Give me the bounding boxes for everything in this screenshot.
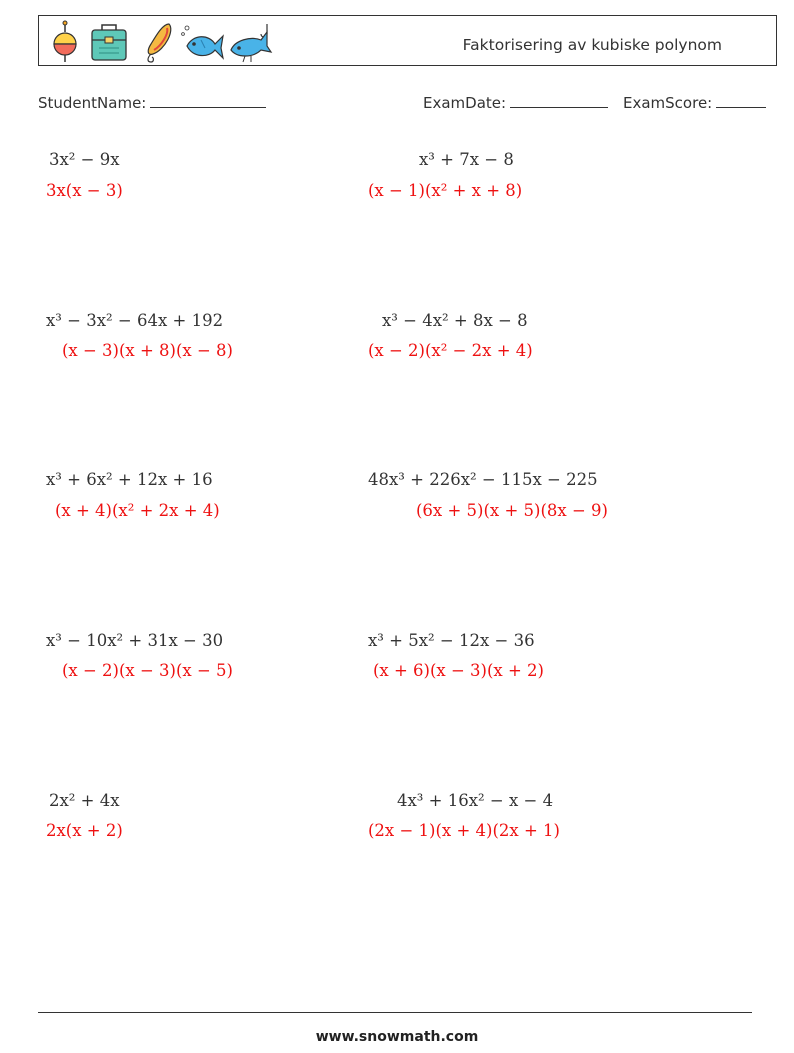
problem-question: x³ + 7x − 8 (419, 150, 514, 169)
problem-answer: 2x(x + 2) (46, 821, 123, 840)
problem-answer: (x + 6)(x − 3)(x + 2) (373, 661, 544, 680)
footer-divider (38, 1012, 752, 1013)
fishing-float-icon (51, 20, 79, 64)
problem-answer: (x − 1)(x² + x + 8) (368, 181, 523, 200)
header-icons (47, 20, 277, 64)
exam-score-field (623, 93, 766, 112)
footer-website[interactable]: www.snowmath.com (315, 1029, 479, 1045)
problem-answer: (x − 2)(x² − 2x + 4) (368, 341, 533, 360)
problem-answer: (2x − 1)(x + 4)(2x + 1) (368, 821, 560, 840)
student-name-line (150, 93, 266, 108)
problem-question: 3x² − 9x (49, 150, 120, 169)
exam-date-line (510, 93, 608, 108)
exam-score-label: ExamScore: (623, 94, 713, 112)
fish-hooked-icon (227, 20, 273, 64)
student-name-field (38, 93, 266, 112)
problem-question: x³ − 3x² − 64x + 192 (46, 311, 224, 330)
problem-question: 48x³ + 226x² − 115x − 225 (368, 470, 598, 489)
exam-date-label: ExamDate: (423, 94, 507, 112)
problem-answer: (x − 2)(x − 3)(x − 5) (62, 661, 233, 680)
problem-question: 4x³ + 16x² − x − 4 (397, 791, 554, 810)
problem-question: 2x² + 4x (49, 791, 120, 810)
worksheet-title: Faktorisering av kubiske polynom (462, 36, 722, 54)
problem-answer: (6x + 5)(x + 5)(8x − 9) (416, 501, 608, 520)
tackle-box-icon (89, 20, 129, 64)
problem-question: x³ + 5x² − 12x − 36 (368, 631, 535, 650)
problem-answer: (x + 4)(x² + 2x + 4) (55, 501, 220, 520)
problem-question: x³ + 6x² + 12x + 16 (46, 470, 213, 489)
student-name-label: StudentName: (38, 94, 147, 112)
problem-question: x³ − 4x² + 8x − 8 (382, 311, 528, 330)
worksheet-header (38, 15, 777, 66)
problem-question: x³ − 10x² + 31x − 30 (46, 631, 224, 650)
fishing-lure-icon (141, 20, 177, 64)
exam-date-field (423, 93, 608, 112)
exam-score-line (716, 93, 766, 108)
problem-answer: 3x(x − 3) (46, 181, 123, 200)
problem-answer: (x − 3)(x + 8)(x − 8) (62, 341, 233, 360)
fish-icon (179, 20, 225, 64)
